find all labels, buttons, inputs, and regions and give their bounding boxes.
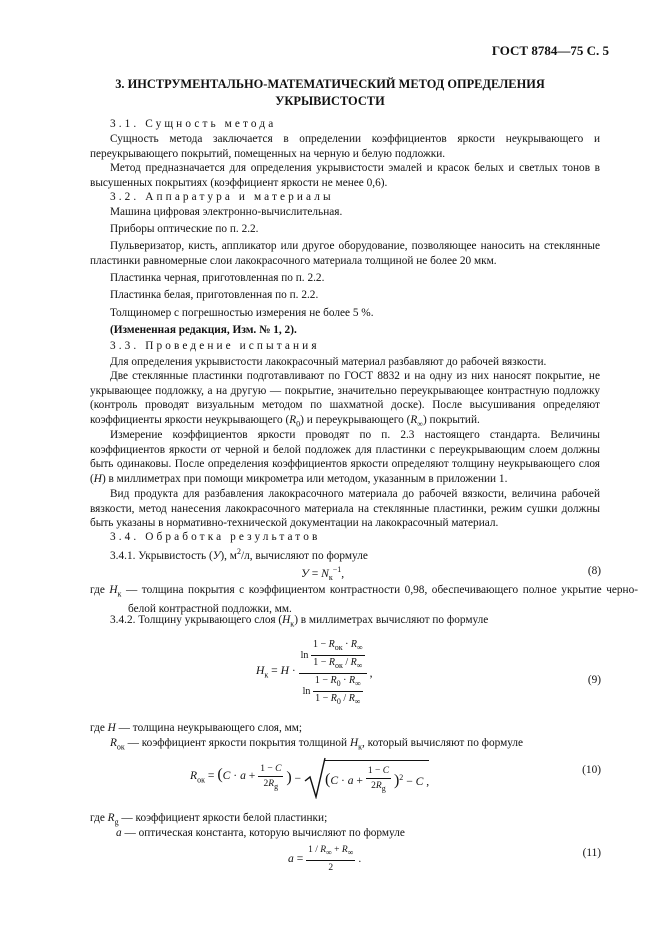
equation-number-11: (11) <box>582 847 601 859</box>
formula-10-body: $R_{ок} = (C \cdot a$ + $\frac{1 - C}{2R_g}$ ) − (C · a + $\frac{1 - C}{2R_g}$ )$^2$ − C , <box>190 757 429 799</box>
formula-9: $H_к = H$ · ln $1 - R_{ок} \cdot R_\infty$ $1 - R_{ок} / R_\infty$ ln $\frac{1 - R_0 \cdot R_\infty}{1 - R_0 / R_\infty}$ , <box>256 639 373 706</box>
list-item: Машина цифровая электронно-вычислительная. <box>110 206 343 218</box>
page-header: ГОСТ 8784—75 С. 5 <box>491 43 609 58</box>
paragraph: Сущность метода заключается в определении коэффициентов яркости неукрывающего и переукрывающего покрытий, помещенных на черную и белую подложки. <box>90 133 600 160</box>
paragraph: Измерение коэффициентов яркости проводят по п. 2.3 настоящего стандарта. Величины коэффициентов яркости от черной и белой подложек для пластинки с переукрывающим слоем должны быть одинаковы. После определения коэффициентов яркости определяют толщину неукрывающего слоя (H) в миллиметрах при помощи микрометра или методом, указанным в приложении 1. <box>90 429 600 485</box>
list-item: Толщиномер с погрешностью измерения не более 5 %. <box>110 307 374 319</box>
paragraph: Две стеклянные пластинки подготавливают по ГОСТ 8832 и на одну из них наносят покрытие, не укрывающее подложку, а на другую — покрытие, значительно переукрывающее контрастную подложку (контроль проводят визуальным методом по шахматной доске). После высушивания определяют коэффициенты яркости неукрывающего $(R_0)$ и переукрывающего $(R_\infty)$ покрытий. <box>90 370 600 429</box>
amendment-note: (Измененная редакция, Изм. № 1, 2). <box>110 324 297 336</box>
definition: a — оптическая константа, которую вычисляют по формуле <box>116 827 405 839</box>
paragraph: Для определения укрывистости лакокрасочный материал разбавляют до рабочей вязкости. <box>110 356 547 368</box>
subsection-3-2: 3.2. Аппаратура и материалы <box>110 191 334 203</box>
subsection-3-4: 3.4. Обработка результатов <box>110 531 321 543</box>
list-item: Приборы оптические по п. 2.2. <box>110 223 259 235</box>
formula-11: a = $\frac{1 / R_\infty + R_\infty}{2}$ . <box>288 845 362 873</box>
list-item: Пластинка черная, приготовленная по п. 2.2. <box>110 272 325 284</box>
list-item: Пластинка белая, приготовленная по п. 2.2. <box>110 289 319 301</box>
definition: где $H_к$ — толщина покрытия с коэффициентом контрастности 0,98, обеспечивающего полное укрытие черно-белой контрастной подложки, мм. <box>90 584 638 615</box>
sqrt-radical-icon <box>304 757 326 799</box>
subsection-3-1: 3.1. Сущность метода <box>110 118 277 130</box>
paragraph: 3.4.1. Укрывистость (У), $м^2/л$, вычисляют по формуле <box>110 547 368 562</box>
subsection-3-3: 3.3. Проведение испытания <box>110 340 320 352</box>
formula-8: $У = N_к^{-1}$, <box>301 565 345 583</box>
equation-number-10: (10) <box>582 764 601 776</box>
equation-number-8: (8) <box>587 565 601 577</box>
paragraph: Метод предназначается для определения укрывистости эмалей и красок белых и светлых тонов в высушенных покрытиях (коэффициент яркости не менее 0,6). <box>90 162 600 189</box>
paragraph: Вид продукта для разбавления лакокрасочного материала до рабочей вязкости, величина рабочей вязкости, метод нанесения лакокрасочного материала на стеклянные пластинки, режим сушки должны быть указаны в нормативно-технической документации на лакокрасочный материал. <box>90 488 600 530</box>
definition: где H — толщина неукрывающего слоя, мм; <box>90 722 303 734</box>
definition: где $R_g$ — коэффициент яркости белой пластинки; <box>90 812 328 827</box>
equation-number-9: (9) <box>587 674 601 686</box>
list-item: Пульверизатор, кисть, аппликатор или другое оборудование, позволяющее наносить на стеклянные пластинки равномерные слои лакокрасочного материала толщиной не более 20 мкм. <box>90 240 600 267</box>
definition: $R_{ок}$ — коэффициент яркости покрытия толщиной $H_к$, который вычисляют по формуле <box>110 737 524 752</box>
section-title: 3. ИНСТРУМЕНТАЛЬНО-МАТЕМАТИЧЕСКИЙ МЕТОД ОПРЕДЕЛЕНИЯ УКРЫВИСТОСТИ <box>115 77 545 108</box>
paragraph: 3.4.2. Толщину укрывающего слоя $(H_к)$ в миллиметрах вычисляют по формуле <box>110 614 489 629</box>
